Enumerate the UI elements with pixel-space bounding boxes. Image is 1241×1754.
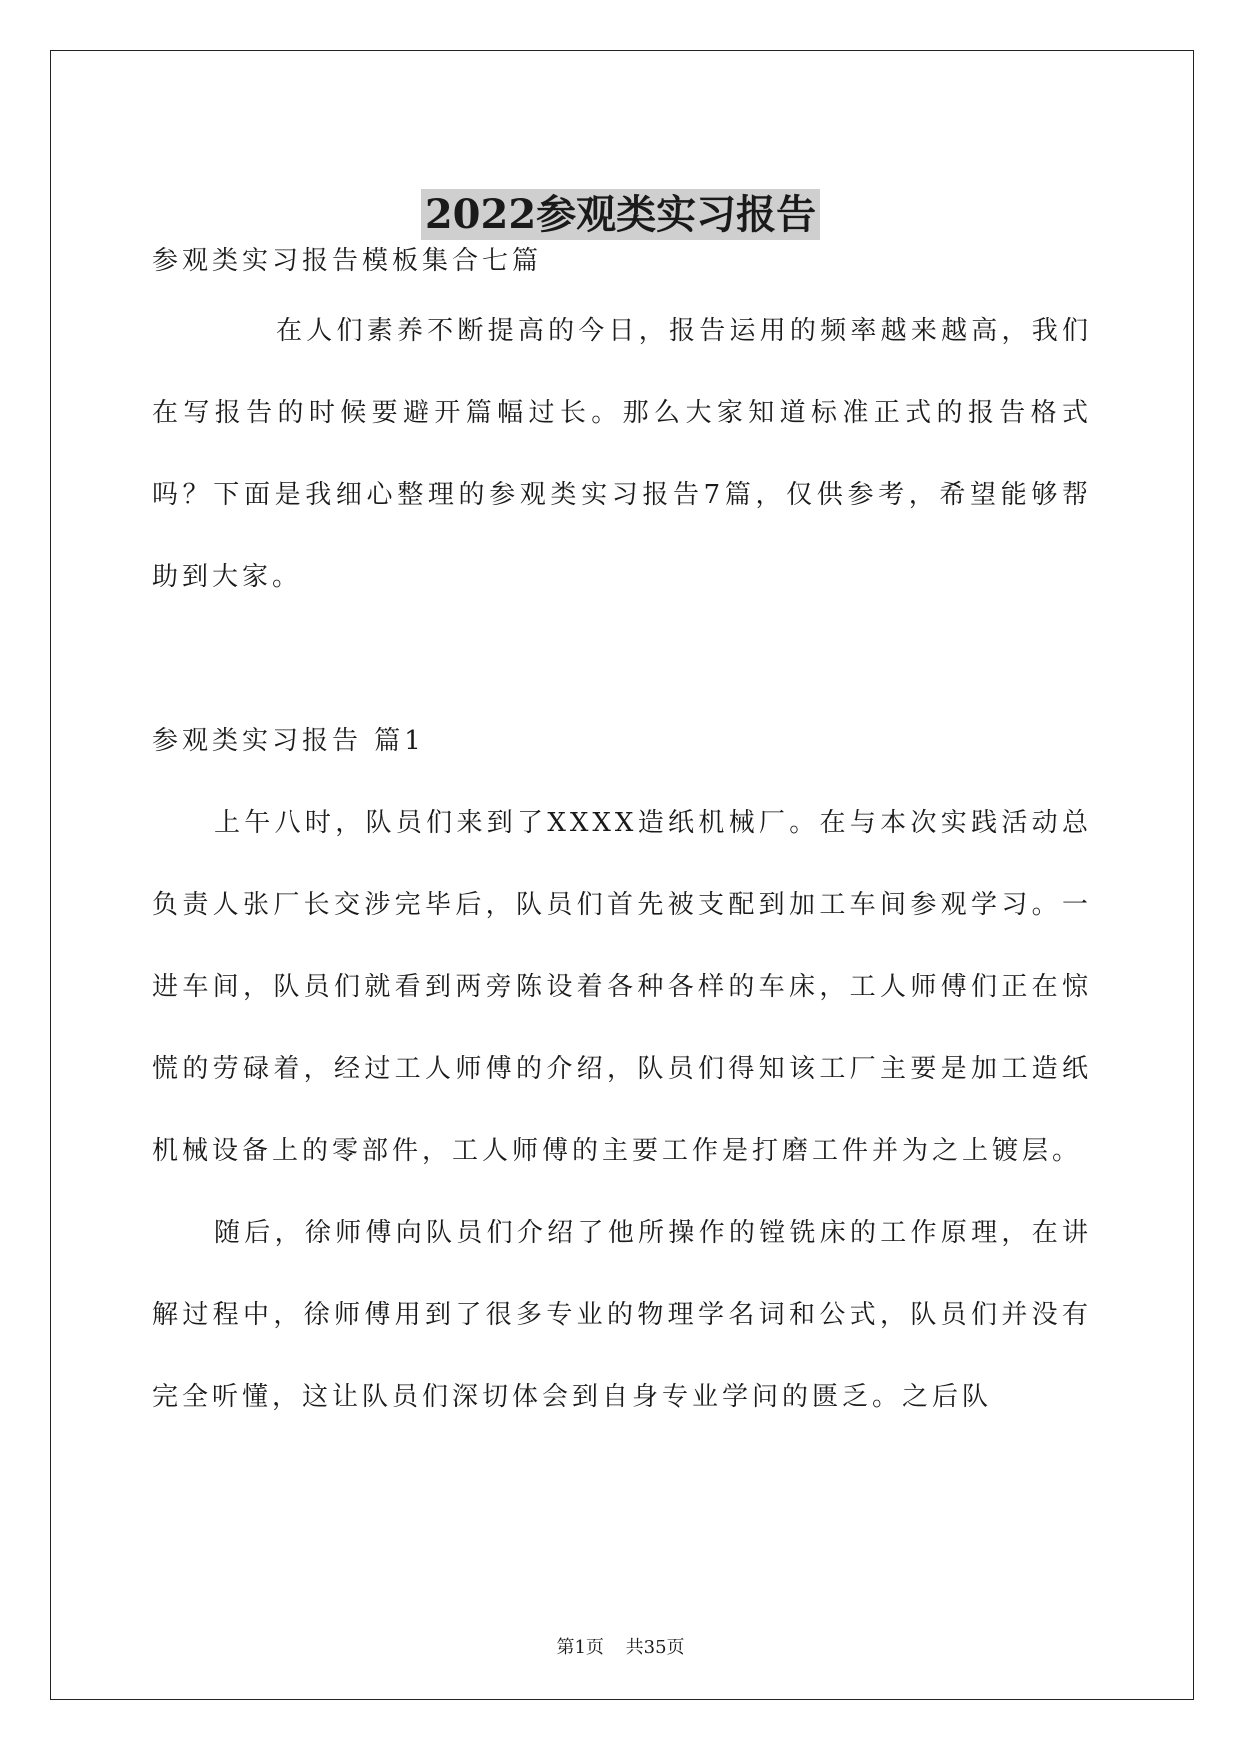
body-paragraph-2: 随后，徐师傅向队员们介绍了他所操作的镗铣床的工作原理，在讲解过程中，徐师傅用到了很多专业的物理学名词和公式，队员们并没有完全听懂，这让队员们深切体会到自身专业学问的匮乏。之后队	[152, 1218, 1092, 1412]
page-number: 第1页	[556, 1637, 604, 1658]
document-subtitle: 参观类实习报告模板集合七篇	[152, 246, 543, 276]
document-body	[152, 232, 1092, 1438]
document-title-text: 2022参观类实习报告	[421, 189, 820, 240]
section-heading: 参观类实习报告 篇1	[152, 726, 425, 756]
intro-paragraph: 在人们素养不断提高的今日，报告运用的频率越来越高，我们在写报告的时候要避开篇幅过长。那么大家知道标准正式的报告格式吗？下面是我细心整理的参观类实习报告7篇，仅供参考，希望能够帮助到大家。	[152, 316, 1092, 592]
page-footer	[0, 1633, 1241, 1659]
page-total: 共35页	[625, 1637, 685, 1658]
body-paragraph-1: 上午八时，队员们来到了XXXX造纸机械厂。在与本次实践活动总负责人张厂长交涉完毕后，队员们首先被支配到加工车间参观学习。一进车间，队员们就看到两旁陈设着各种各样的车床，工人师傅们正在惊慌的劳碌着，经过工人师傅的介绍，队员们得知该工厂主要是加工造纸机械设备上的零部件，工人师傅的主要工作是打磨工件并为之上镀层。	[152, 808, 1092, 1166]
